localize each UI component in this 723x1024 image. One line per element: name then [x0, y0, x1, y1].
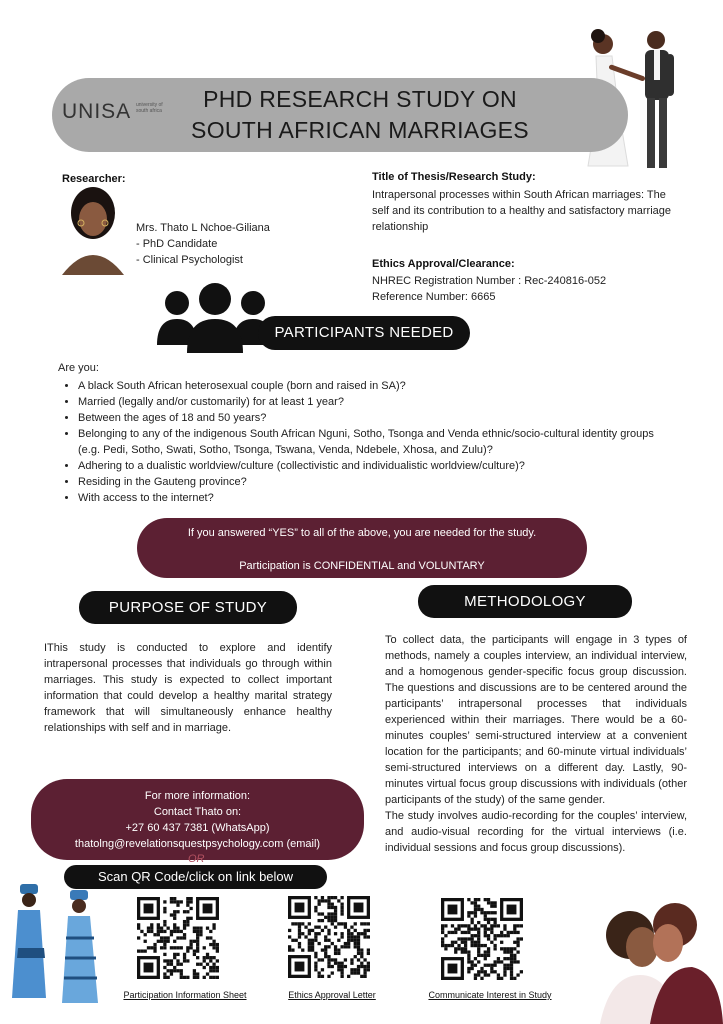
- methodology-text: [385, 632, 687, 856]
- page-title-line1: PHD RESEARCH STUDY ON: [203, 86, 517, 112]
- thesis-title: Intrapersonal processes within South African marriages: The self and its contribution to a healthy and satisfactory marriage relationship: [372, 189, 671, 233]
- confidentiality-text: Participation is CONFIDENTIAL and VOLUNTARY: [239, 560, 485, 572]
- purpose-heading: PURPOSE OF STUDY: [79, 591, 297, 624]
- researcher-photo: [60, 185, 126, 275]
- purpose-text: IThis study is conducted to explore and identify intrapersonal processes that individuals go through within marriages. This study is expected to collect important information that could develop a healthy marital strategy framework that will simultaneously enhance healthy relationships with self and in marriage.: [44, 642, 332, 734]
- ethics-reference-number: Reference Number: 6665: [372, 291, 496, 303]
- criteria-intro: Are you:: [58, 362, 99, 374]
- criteria-item: • Between the ages of 18 and 50 years?: [78, 410, 678, 426]
- thesis-label: Title of Thesis/Research Study:: [372, 171, 536, 183]
- confirmation-box: [137, 518, 587, 578]
- unisa-logo: [62, 98, 172, 130]
- couple-embrace-illustration: [580, 895, 723, 1024]
- qr-code-icon[interactable]: [137, 897, 219, 979]
- contact-email[interactable]: thatolng@revelationsquestpsychology.com (email): [74, 838, 321, 850]
- criteria-item: • Married (legally and/or customarily) for at least 1 year?: [78, 394, 678, 410]
- criteria-item: • Residing in the Gauteng province?: [78, 474, 678, 490]
- qr-code-icon[interactable]: [288, 896, 370, 978]
- scan-qr-heading: Scan QR Code/click on link below: [64, 865, 327, 889]
- methodology-heading: METHODOLOGY: [418, 585, 632, 618]
- communicate-interest-link[interactable]: Communicate Interest in Study: [428, 990, 552, 1000]
- traditional-women-illustration: [10, 878, 110, 1013]
- researcher-role-phd: - PhD Candidate: [136, 238, 218, 250]
- unisa-logo-subtitle: university of south africa: [136, 102, 163, 114]
- researcher-role-psychologist: - Clinical Psychologist: [136, 254, 243, 266]
- criteria-item: • Adhering to a dualistic worldview/culture (collectivistic and individualistic worldview/culture)?: [78, 458, 678, 474]
- methodology-paragraph: The study involves audio-recording for the couples’ interview, and audio-visual recording for the virtual interviews (i.e. individual sessions and focus group discussions).: [385, 810, 687, 854]
- methodology-paragraph: To collect data, the participants will engage in 3 types of methods, namely a couples interview, an individual interview, and a homogenous gender-specific focus group discussion. The questions and discussions are to be centered around the participants’ intrapersonal processes that individuals experienced within their marriages. There would be a 60-minutes couples’ semi-structured interview at a convenient location for the participants; and 60-minute virtual individuals’ semi-structured interviews on a different day. Lastly, 90-minutes virtual focus group discussions with individuals (other participants of the study) of the same gender.: [385, 634, 687, 806]
- contact-heading: For more information:: [144, 790, 251, 802]
- criteria-list: [58, 378, 678, 506]
- page-title: [170, 84, 550, 146]
- unisa-logo-word: UNISA: [62, 100, 132, 123]
- participants-needed-heading: PARTICIPANTS NEEDED: [258, 316, 470, 350]
- criteria-item: • A black South African heterosexual couple (born and raised in SA)?: [78, 378, 678, 394]
- page-title-line2: SOUTH AFRICAN MARRIAGES: [191, 117, 529, 143]
- ethics-details: [372, 273, 672, 305]
- people-group-icon: [155, 283, 275, 353]
- confirmation-text: If you answered “YES” to all of the above, you are needed for the study.: [187, 527, 537, 539]
- ethics-approval-link[interactable]: Ethics Approval Letter: [288, 990, 376, 1000]
- researcher-label: Researcher:: [62, 173, 126, 185]
- researcher-name: Mrs. Thato L Nchoe-Giliana: [136, 222, 270, 234]
- contact-phone[interactable]: +27 60 437 7381 (WhatsApp): [125, 822, 270, 834]
- criteria-item: • With access to the internet?: [78, 490, 678, 506]
- qr-code-icon[interactable]: [441, 898, 523, 980]
- participation-info-link[interactable]: Participation Information Sheet: [123, 990, 247, 1000]
- researcher-info: [136, 220, 306, 268]
- contact-subheading: Contact Thato on:: [153, 806, 242, 818]
- contact-box: [31, 779, 364, 860]
- ethics-label: Ethics Approval/Clearance:: [372, 258, 515, 270]
- ethics-registration-number: NHREC Registration Number : Rec-240816-052: [372, 275, 607, 287]
- criteria-item: • Belonging to any of the indigenous South African Nguni, Sotho, Tsonga and Venda ethnic/socio-cultural identity groups (e.g. Pedi, Sotho, Swati, Sotho, Tsonga, Tswana, Venda, Ndebele, Xhosa, and Zulu)?: [78, 426, 678, 458]
- or-mark: OR: [188, 853, 205, 865]
